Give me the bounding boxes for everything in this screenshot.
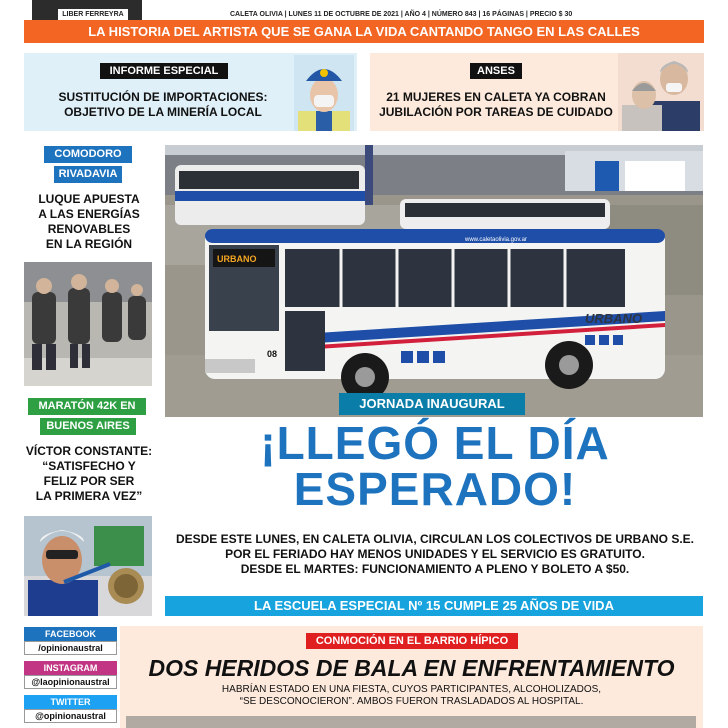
sidebar-label-rivadavia: RIVADAVIA <box>54 166 122 183</box>
runner-medal-photo <box>24 516 152 616</box>
issue-info: CALETA OLIVIA | LUNES 11 DE OCTUBRE DE 2021 | AÑO 4 | NÚMERO 843 | 16 PÁGINAS | PRECIO $ 30 <box>230 11 573 18</box>
elderly-women-photo <box>618 53 704 131</box>
feature-label: ANSES <box>470 63 522 79</box>
sidebar-story2-line1[interactable]: VÍCTOR CONSTANTE: <box>25 444 153 458</box>
sidebar-story1-line3[interactable]: RENOVABLES <box>47 222 131 236</box>
bottom-story-headline[interactable]: DOS HERIDOS DE BALA EN ENFRENTAMIENTO <box>148 655 675 681</box>
urbano-bus-illustration <box>165 145 703 417</box>
sidebar-story2-line2[interactable]: “SATISFECHO Y <box>42 459 136 473</box>
sidebar-label-buenos-aires: BUENOS AIRES <box>40 418 136 435</box>
main-summary <box>170 532 700 577</box>
instagram-label: INSTAGRAM <box>24 661 117 675</box>
bus-route-sign: URBANO <box>217 254 257 264</box>
facebook-handle[interactable]: /opinionaustral <box>24 641 117 655</box>
bottom-summary-line1: HABRÍAN ESTADO EN UNA FIESTA, CUYOS PARTICIPANTES, ALCOHOLIZADOS, <box>221 684 602 695</box>
bus-brand-text: URBANO <box>585 311 643 326</box>
bus-number: 08 <box>267 349 278 359</box>
sidebar-story1-line2[interactable]: A LAS ENERGÍAS <box>38 207 140 221</box>
feature-box-mining[interactable] <box>24 53 357 131</box>
kicker-label: JORNADA INAUGURAL <box>339 393 525 415</box>
feature-title-line1: SUSTITUCIÓN DE IMPORTACIONES: <box>58 90 268 104</box>
bottom-photos-strip <box>126 716 696 728</box>
twitter-handle[interactable]: @opinionaustral <box>24 709 117 723</box>
main-headline-line2: ESPERADO! <box>293 463 577 515</box>
summary-line2: POR EL FERIADO HAY MENOS UNIDADES Y EL SERVICIO ES GRATUITO. <box>225 547 645 561</box>
sidebar-label-comodoro: COMODORO <box>44 146 132 163</box>
feature-label: INFORME ESPECIAL <box>100 63 228 79</box>
feature-title-line2: JUBILACIÓN POR TAREAS DE CUIDADO <box>379 105 613 119</box>
bottom-story-summary <box>150 684 673 708</box>
bus-main-photo[interactable] <box>165 145 703 417</box>
top-headline-banner[interactable]: LA HISTORIA DEL ARTISTA QUE SE GANA LA VIDA CANTANDO TANGO EN LAS CALLES <box>24 20 704 43</box>
protest-crowd-photo <box>24 262 152 386</box>
feature-box-anses[interactable] <box>370 53 704 131</box>
sidebar-story2-line4[interactable]: LA PRIMERA VEZ” <box>35 489 143 503</box>
bus-website-text: www.caletaolivia.gov.ar <box>465 237 527 243</box>
miner-photo <box>294 55 354 131</box>
escuela-banner[interactable]: LA ESCUELA ESPECIAL Nº 15 CUMPLE 25 AÑOS DE VIDA <box>165 596 703 616</box>
sidebar-story2-line3[interactable]: FELIZ POR SER <box>43 474 135 488</box>
facebook-label: FACEBOOK <box>24 627 117 641</box>
author-name: LIBER FERREYRA <box>58 9 128 20</box>
bottom-summary-line2: “SE DESCONOCIERON”. AMBOS FUERON TRASLADADOS AL HOSPITAL. <box>239 696 584 707</box>
main-headline[interactable] <box>170 417 700 515</box>
bottom-story-label: CONMOCIÓN EN EL BARRIO HÍPICO <box>306 633 518 649</box>
feature-title-line2: OBJETIVO DE LA MINERÍA LOCAL <box>64 105 262 119</box>
sidebar-story1-line1[interactable]: LUQUE APUESTA <box>38 192 140 206</box>
main-headline-line1: ¡LLEGÓ EL DÍA <box>260 417 610 469</box>
summary-line1: DESDE ESTE LUNES, EN CALETA OLIVIA, CIRCULAN LOS COLECTIVOS DE URBANO S.E. <box>175 532 695 546</box>
sidebar-label-maraton: MARATÓN 42K EN <box>28 398 146 415</box>
sidebar-story1-line4[interactable]: EN LA REGIÓN <box>45 237 133 251</box>
feature-title-line1: 21 MUJERES EN CALETA YA COBRAN <box>386 90 606 104</box>
twitter-label: TWITTER <box>24 695 117 709</box>
instagram-handle[interactable]: @laopinionaustral <box>24 675 117 689</box>
summary-line3: DESDE EL MARTES: FUNCIONAMIENTO A PLENO Y BOLETO A $50. <box>240 562 630 576</box>
